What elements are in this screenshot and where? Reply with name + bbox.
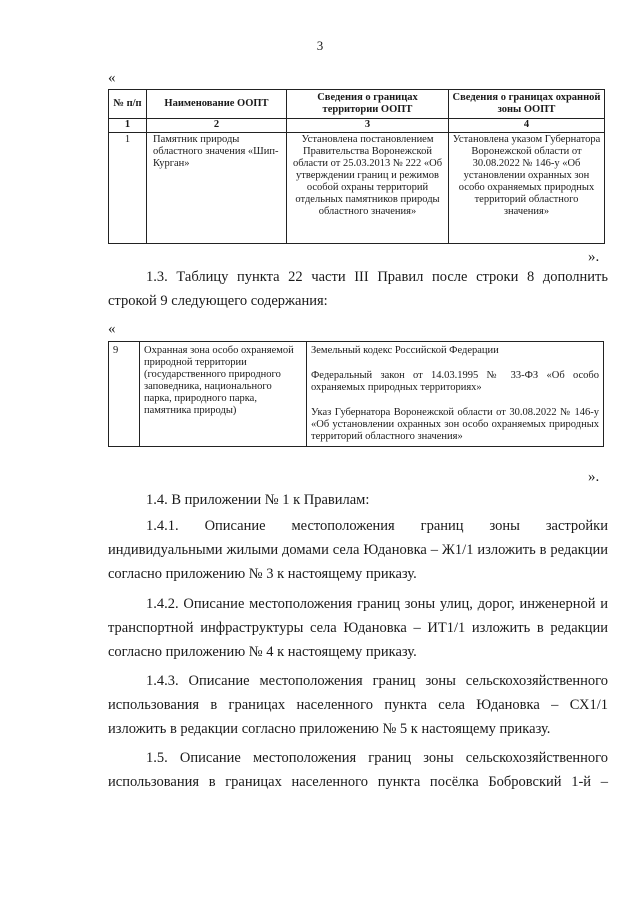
column-number: 4	[449, 119, 605, 133]
table-row	[109, 133, 605, 244]
paragraph-1-4: 1.4. В приложении № 1 к Правилам:	[146, 492, 370, 508]
zone-table	[108, 341, 604, 447]
law-item: Федеральный закон от 14.03.1995 № 33-ФЗ «Об особо охраняемых природных территориях»	[311, 370, 599, 393]
row-num: 9	[109, 342, 140, 447]
header-name: Наименование ООПТ	[147, 90, 287, 119]
row-num: 1	[109, 133, 147, 244]
opening-quote: «	[108, 321, 116, 337]
table-header-row	[109, 90, 605, 119]
paragraph-1-3: 1.3. Таблицу пункта 22 части III Правил после строки 8 дополнить строкой 9 следующего содержания:	[108, 269, 608, 309]
row-name: Памятник природы областного значения «Шип-Курган»	[147, 133, 287, 244]
row-name: Охранная зона особо охраняемой природной территории (государственного природного заповедника, национального парка, природного парка, памятника природы)	[140, 342, 307, 447]
closing-quote: ».	[588, 249, 600, 265]
column-number: 3	[287, 119, 449, 133]
column-number-row	[109, 119, 605, 133]
paragraph-1-5: 1.5. Описание местоположения границ зоны сельскохозяйственного использования в границах населенного пункта посёлка Бобровский 1-й –	[108, 750, 608, 790]
row-zone: Установлена указом Губернатора Воронежской области от 30.08.2022 № 146-у «Об установлении охранных зон особо охраняемых природных территорий областного значения»	[449, 133, 605, 244]
law-item: Земельный кодекс Российской Федерации	[311, 345, 499, 356]
paragraph-1-4-1: 1.4.1. Описание местоположения границ зоны застройки индивидуальными жилыми домами села Юдановка – Ж1/1 изложить в редакции согласно приложению № 3 к настоящему приказу.	[108, 518, 608, 582]
column-number: 2	[147, 119, 287, 133]
column-number: 1	[109, 119, 147, 133]
header-territory: Сведения о границах территории ООПТ	[287, 90, 449, 119]
header-zone: Сведения о границах охранной зоны ООПТ	[449, 90, 605, 119]
table-row	[109, 342, 604, 447]
row-laws	[307, 342, 604, 447]
page-number: 3	[316, 38, 324, 53]
header-num: № п/п	[109, 90, 147, 119]
row-territory: Установлена постановлением Правительства Воронежской области от 25.03.2013 № 222 «Об утверждении границ и режимов особой охраны территорий отдельных памятников природы областного значения»	[287, 133, 449, 244]
paragraph-1-4-3: 1.4.3. Описание местоположения границ зоны сельскохозяйственного использования в границах населенного пункта села Юдановка – СХ1/1 изложить в редакции согласно приложению № 5 к настоящему приказу.	[108, 673, 608, 737]
law-item: Указ Губернатора Воронежской области от 30.08.2022 № 146-у «Об установлении охранных зон особо охраняемых природных территорий областного значения»	[311, 407, 599, 442]
opening-quote: «	[108, 70, 116, 86]
closing-quote: ».	[588, 469, 600, 485]
oopt-table	[108, 89, 605, 244]
paragraph-1-4-2: 1.4.2. Описание местоположения границ зоны улиц, дорог, инженерной и транспортной инфраструктуры села Юдановка – ИТ1/1 изложить в редакции согласно приложению № 4 к настоящему приказу.	[108, 596, 608, 660]
